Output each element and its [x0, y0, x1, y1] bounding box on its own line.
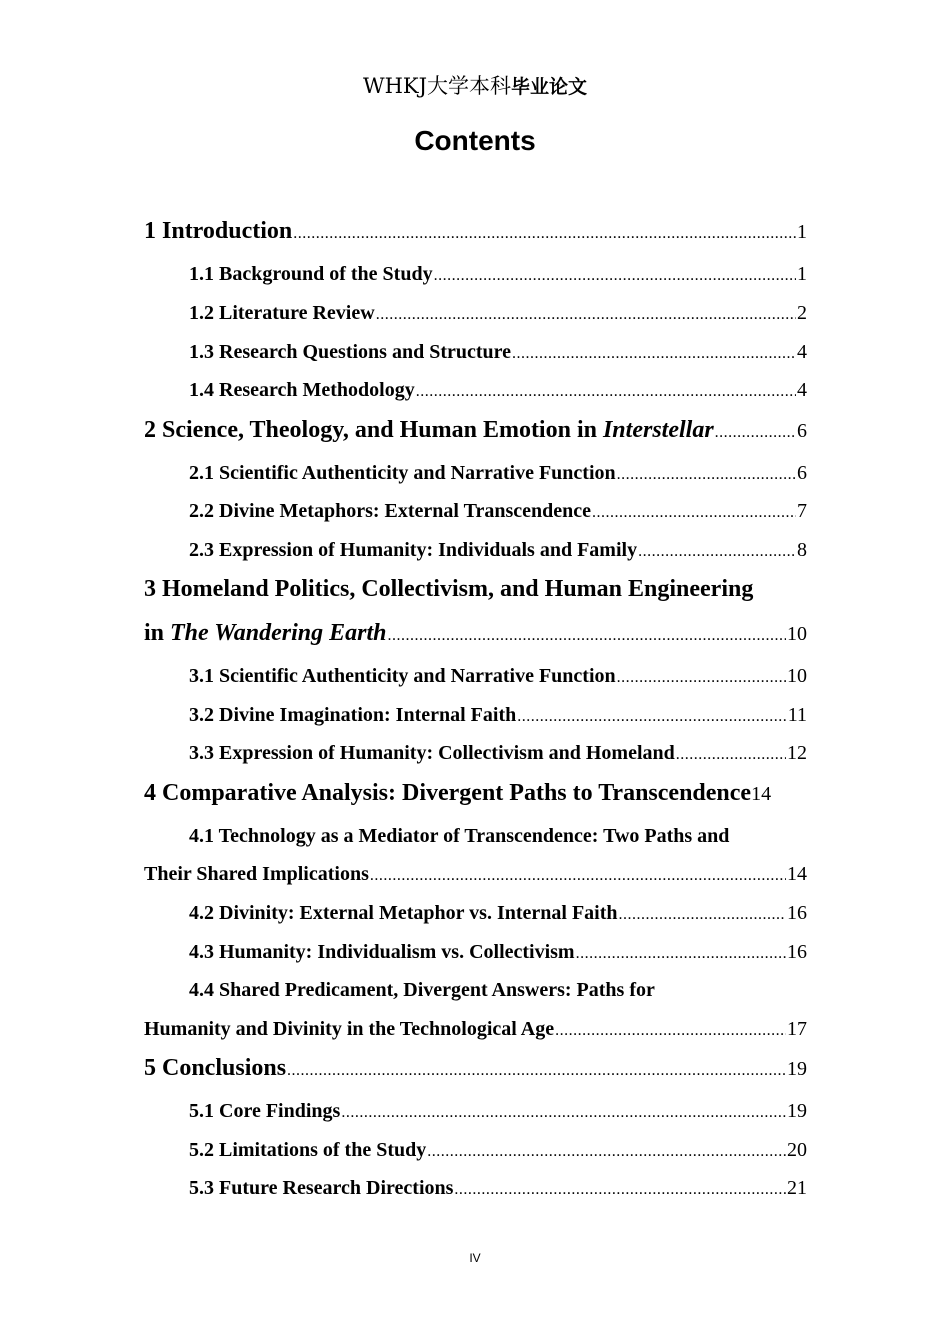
toc-leader	[293, 225, 796, 243]
toc-label: 1.2 Literature Review	[189, 302, 375, 324]
toc-entry-1-2[interactable]	[144, 302, 807, 325]
toc-entry-2-2[interactable]	[144, 500, 807, 523]
toc-entry-4-3[interactable]	[144, 941, 807, 964]
toc-leader	[715, 424, 796, 442]
toc-leader	[287, 1062, 786, 1080]
toc-label: Their Shared Implications	[144, 863, 369, 885]
toc-leader	[376, 306, 796, 324]
toc-entry-1-1[interactable]	[144, 263, 807, 286]
toc-entry-chapter-3-line1[interactable]: 3 Homeland Politics, Collectivism, and Human Engineering	[144, 576, 754, 602]
toc-label: 3.1 Scientific Authenticity and Narrative Function	[189, 665, 616, 687]
toc-entry-5-1[interactable]	[144, 1100, 807, 1123]
film-title: Interstellar	[602, 417, 714, 443]
page-number: IV	[469, 1251, 481, 1265]
toc-label: in The Wandering Earth	[144, 620, 387, 646]
toc-entry-4-2[interactable]	[144, 902, 807, 925]
toc-page: 6	[797, 420, 807, 442]
toc-entry-3-1[interactable]	[144, 665, 807, 688]
header-university: WHKJ大学本科	[362, 74, 511, 98]
toc-leader	[619, 906, 786, 924]
toc-label: 4 Comparative Analysis: Divergent Paths to Transcendence	[144, 780, 752, 806]
toc-leader	[576, 945, 786, 963]
toc-page: 14	[787, 863, 807, 885]
toc-entry-4-4[interactable]	[144, 1018, 807, 1041]
toc-label: 1 Introduction	[144, 218, 293, 244]
toc-label: 2.1 Scientific Authenticity and Narrative Function	[189, 462, 616, 484]
toc-entry-chapter-5[interactable]	[144, 1055, 807, 1082]
toc-entry-chapter-3[interactable]	[144, 620, 807, 647]
toc-entry-5-2[interactable]	[144, 1139, 807, 1162]
toc-page: 12	[787, 742, 807, 764]
toc-page: 17	[787, 1018, 807, 1040]
toc-leader	[388, 627, 786, 645]
toc-page: 7	[797, 500, 807, 522]
toc-page: 11	[787, 704, 807, 726]
toc-page: 19	[787, 1058, 807, 1080]
toc-page: 4	[797, 379, 807, 401]
toc-entry-2-3[interactable]	[144, 539, 807, 562]
toc-leader	[555, 1022, 786, 1040]
toc-label: 3.3 Expression of Humanity: Collectivism and Homeland	[189, 742, 675, 764]
toc-leader	[676, 746, 786, 764]
toc-page: 16	[787, 941, 807, 963]
page-title: Contents	[414, 125, 536, 156]
toc-label: 4.2 Divinity: External Metaphor vs. Internal Faith	[189, 902, 618, 924]
toc-leader	[454, 1181, 786, 1199]
toc-leader	[427, 1143, 786, 1161]
toc-page: 19	[787, 1100, 807, 1122]
toc-leader	[341, 1104, 786, 1122]
toc-label: 5.1 Core Findings	[189, 1100, 341, 1122]
toc-leader	[617, 669, 786, 687]
toc-page: 21	[787, 1177, 807, 1199]
toc-label: 5.3 Future Research Directions	[189, 1177, 454, 1199]
toc-page: 14	[751, 783, 772, 805]
toc-entry-2-1[interactable]	[144, 462, 807, 485]
header-thesis-label: 毕业论文	[511, 76, 588, 98]
toc-label: 5.2 Limitations of the Study	[189, 1139, 427, 1161]
toc-label: 2.2 Divine Metaphors: External Transcendence	[189, 500, 592, 522]
toc-leader	[434, 267, 796, 285]
toc-label: 3.2 Divine Imagination: Internal Faith	[189, 704, 517, 726]
toc-entry-3-2[interactable]	[144, 704, 807, 727]
toc-page: 2	[797, 302, 807, 324]
toc-label: 1.1 Background of the Study	[189, 263, 433, 285]
toc-label: 2 Science, Theology, and Human Emotion in Interstellar	[144, 417, 714, 443]
toc-entry-chapter-2[interactable]	[144, 417, 807, 444]
toc-page: 8	[797, 539, 807, 561]
toc-label: 2.3 Expression of Humanity: Individuals and Family	[189, 539, 638, 561]
toc-label: 5 Conclusions	[144, 1055, 287, 1081]
toc-entry-1-4[interactable]	[144, 379, 807, 402]
toc-page: 10	[787, 665, 807, 687]
toc-leader	[517, 708, 786, 726]
toc-entry-4-4-line1[interactable]: 4.4 Shared Predicament, Divergent Answers: Paths for	[189, 979, 655, 1001]
toc-label: 1.4 Research Methodology	[189, 379, 415, 401]
toc-leader	[592, 504, 796, 522]
toc-leader	[416, 383, 796, 401]
toc-page: 6	[797, 462, 807, 484]
toc-entry-4-1-line1[interactable]: 4.1 Technology as a Mediator of Transcendence: Two Paths and	[189, 825, 730, 847]
toc-entry-4-1[interactable]	[144, 863, 807, 886]
toc-entry-3-3[interactable]	[144, 742, 807, 765]
toc-page: 16	[787, 902, 807, 924]
toc-page: 1	[797, 221, 807, 243]
toc-page: 20	[787, 1139, 807, 1161]
toc-label: Humanity and Divinity in the Technological Age	[144, 1018, 555, 1040]
toc-leader	[370, 867, 786, 885]
toc-label: 4.3 Humanity: Individualism vs. Collectivism	[189, 941, 575, 963]
film-title: The Wandering Earth	[170, 620, 387, 646]
toc-entry-chapter-1[interactable]	[144, 218, 807, 245]
toc-leader	[617, 466, 796, 484]
toc-entry-1-3[interactable]	[144, 341, 807, 364]
toc-page: 1	[797, 263, 807, 285]
toc-leader	[638, 543, 796, 561]
toc-entry-chapter-4[interactable]	[144, 780, 807, 807]
toc-page: 10	[787, 623, 807, 645]
toc-label: 1.3 Research Questions and Structure	[189, 341, 512, 363]
toc-page: 4	[797, 341, 807, 363]
toc-entry-5-3[interactable]	[144, 1177, 807, 1200]
toc-leader	[512, 345, 796, 363]
table-of-contents	[144, 0, 807, 1344]
